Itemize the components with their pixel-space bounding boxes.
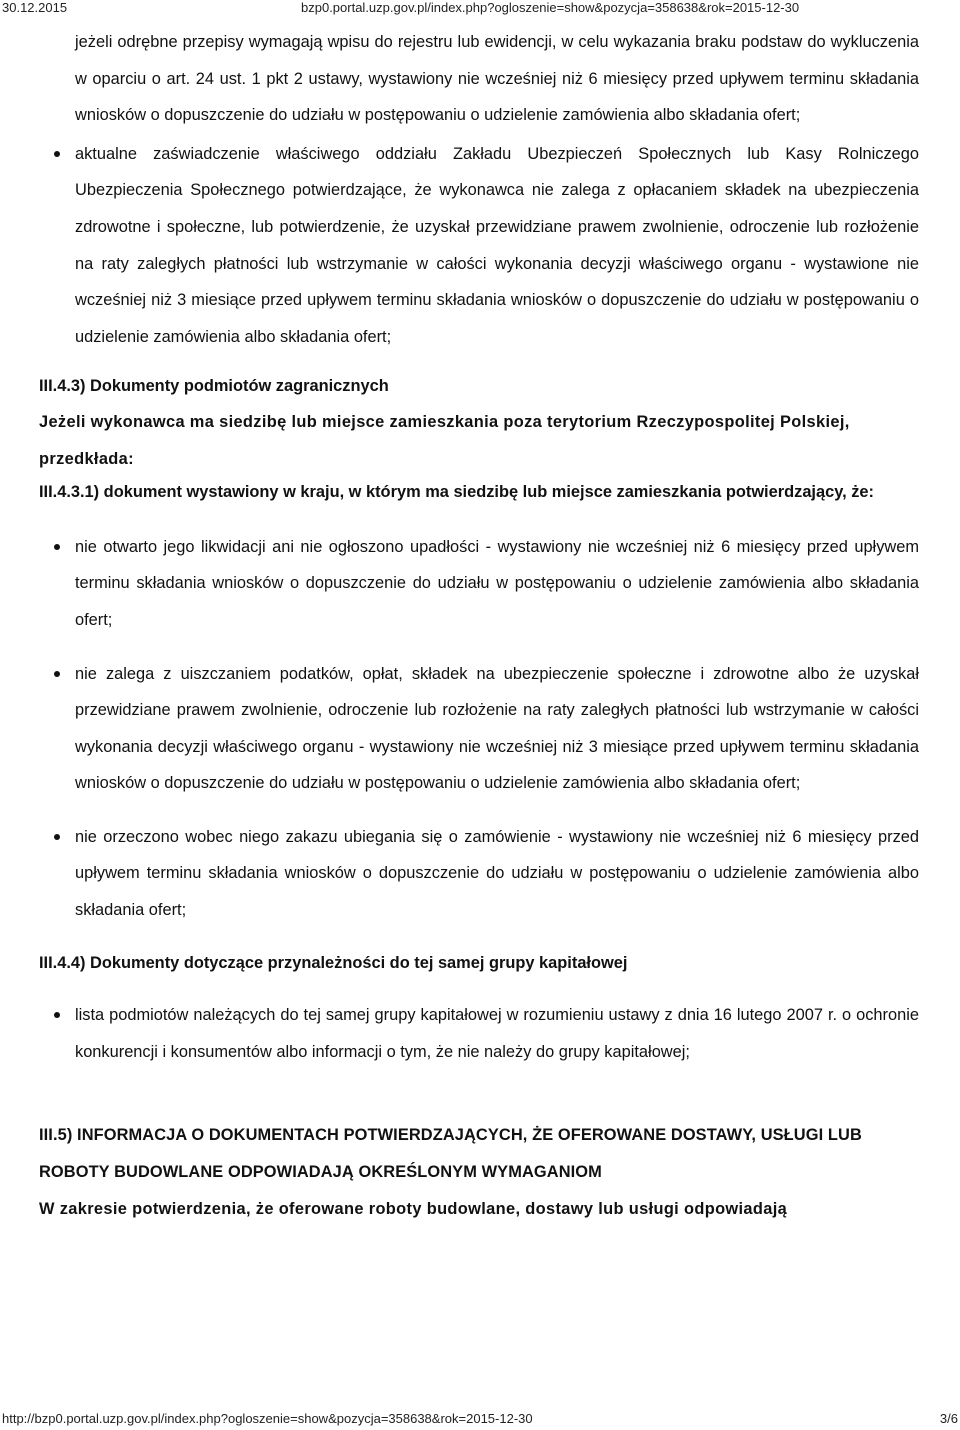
list-item-no-liquidation: nie otwarto jego likwidacji ani nie ogłoszono upadłości - wystawiony nie wcześniej niż 6 miesięcy przed upływem terminu składania wniosków o dopuszczenie do udziału w postępowaniu o udzielenie zamówienia albo składania ofert; [39,529,919,639]
list-item-no-tax-arrears: nie zalega z uiszczaniem podatków, opłat, składek na ubezpieczenie społeczne i zdrowotne albo że uzyskał przewidziane prawem zwolnienie, odroczenie lub rozłożenie na raty zaległych płatności lub wstrzymanie w całości wykonania decyzji właściwego organu - wystawiony nie wcześniej niż 3 miesiące przed upływem terminu składania wniosków o dopuszczenie do udziału w postępowaniu o udzielenie zamówienia albo składania ofert; [39,656,919,802]
continued-paragraph: jeżeli odrębne przepisy wymagają wpisu do rejestru lub ewidencji, w celu wykazania braku podstaw do wykluczenia w oparciu o art. 24 ust. 1 pkt 2 ustawy, wystawiony nie wcześniej niż 6 miesięcy przed upływem terminu składania wniosków o dopuszczenie do udziału w postępowaniu o udzielenie zamówienia albo składania ofert; [75,33,919,125]
foreign-documents-list [39,529,919,929]
print-header-url: bzp0.portal.uzp.gov.pl/index.php?ogloszenie=show&pozycja=358638&rok=2015-12-30 [301,0,800,15]
certificate-list [39,136,919,356]
print-footer-url: http://bzp0.portal.uzp.gov.pl/index.php?ogloszenie=show&pozycja=358638&rok=2015-12-30 [2,1411,533,1426]
section-3-4-3-1-title: III.4.3.1) dokument wystawiony w kraju, w którym ma siedzibę lub miejsce zamieszkania potwierdzający, że: [39,483,874,502]
list-item-no-procurement-ban: nie orzeczono wobec niego zakazu ubiegania się o zamówienie - wystawiony nie wcześniej niż 6 miesięcy przed upływem terminu składania wniosków o dopuszczenie do udziału w postępowaniu o udzielenie zamówienia albo składania ofert; [39,819,919,929]
print-header-date: 30.12.2015 [2,0,68,15]
section-3-4-3-intro: Jeżeli wykonawca ma siedzibę lub miejsce zamieszkania poza terytorium Rzeczypospolitej Polskiej, przedkłada: [39,412,850,468]
list-item-zus-certificate: aktualne zaświadczenie właściwego oddziału Zakładu Ubezpieczeń Społecznych lub Kasy Rolniczego Ubezpieczenia Społecznego potwierdzające, że wykonawca nie zalega z opłacaniem składek na ubezpieczenia zdrowotne i społeczne, lub potwierdzenie, że uzyskał przewidziane prawem zwolnienie, odroczenie lub rozłożenie na raty zaległych płatności lub wstrzymanie w całości wykonania decyzji właściwego organu - wystawione nie wcześniej niż 3 miesiące przed upływem terminu składania wniosków o dopuszczenie do udziału w postępowaniu o udzielenie zamówienia albo składania ofert; [39,136,919,356]
capital-group-list [39,997,919,1070]
section-3-5-subtitle: W zakresie potwierdzenia, że oferowane roboty budowlane, dostawy lub usługi odpowiadają [39,1199,788,1218]
list-item-capital-group: lista podmiotów należących do tej samej grupy kapitałowej w rozumieniu ustawy z dnia 16 lutego 2007 r. o ochronie konkurencji i konsumentów albo informacji o tym, że nie należy do grupy kapitałowej; [39,997,919,1070]
document-body [39,24,919,1227]
section-3-4-4-title: III.4.4) Dokumenty dotyczące przynależności do tej samej grupy kapitałowej [39,953,628,972]
section-3-5-title: III.5) INFORMACJA O DOKUMENTACH POTWIERDZAJĄCYCH, ŻE OFEROWANE DOSTAWY, USŁUGI LUB ROBOTY BUDOWLANE ODPOWIADAJĄ OKREŚLONYM WYMAGANIOM [39,1126,862,1182]
section-3-4-3-title: III.4.3) Dokumenty podmiotów zagranicznych [39,377,389,396]
print-footer-page-number: 3/6 [939,1411,958,1426]
